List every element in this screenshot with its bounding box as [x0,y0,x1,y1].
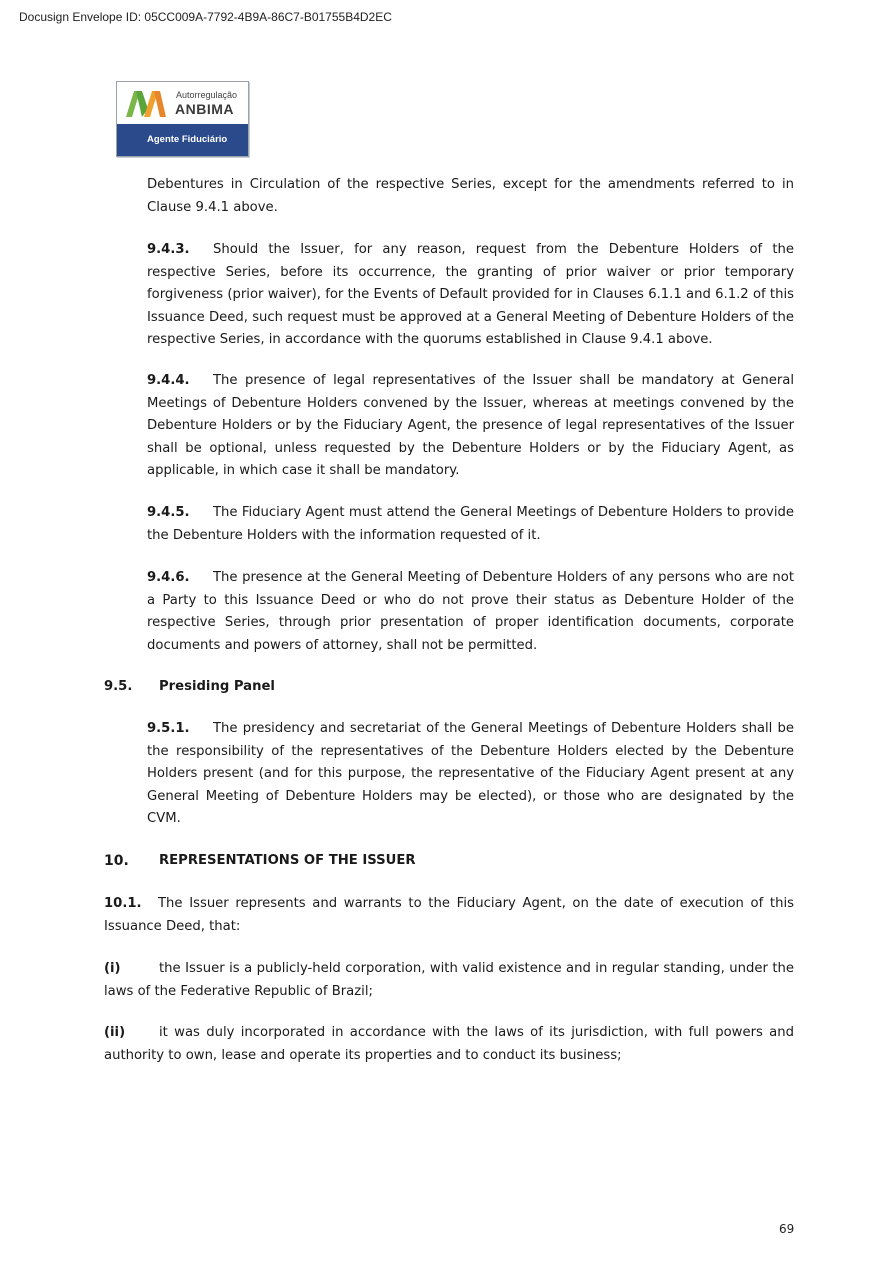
section-number: 10. [104,853,129,869]
item-text: the Issuer is a publicly-held corporation, with valid existence and in regular standing, under the laws of the Federative Republic of Brazil; [104,961,794,999]
clause-number: 10.1. [104,896,142,911]
section-title: REPRESENTATIONS OF THE ISSUER [159,853,416,868]
section-title: Presiding Panel [159,679,275,694]
section-number: 9.5. [104,679,133,694]
item-number: (ii) [104,1025,126,1040]
clause-9-5-1 [147,718,794,831]
clause-number: 9.4.5. [147,505,190,520]
clause-text: Should the Issuer, for any reason, request from the Debenture Holders of the respective Series, before its occurrence, the granting of prior waiver or prior temporary forgiveness (prior waiver), for the Events of Default provided for in Clauses 6.1.1 and 6.1.2 of this Issuance Deed, such request must be approved at a General Meeting of Debenture Holders of the respective Series, in accordance with the quorums established in Clause 9.4.1 above. [147,242,794,347]
paragraph-continuation [147,174,794,219]
logo-top [117,82,248,125]
item-i [104,958,794,1003]
logo-band: Agente Fiduciário [117,124,248,156]
clause-text: The presidency and secretariat of the General Meetings of Debenture Holders shall be the responsibility of the representatives of the Debenture Holders elected by the Debenture Holders present (and for this purpose, the representative of the Fiduciary Agent present at any General Meeting of Debenture Holders may be elected), or those who are designated by the CVM. [147,721,794,826]
clause-9-4-6 [147,567,794,657]
page-number: 69 [779,1222,795,1236]
clause-number: 9.4.3. [147,242,190,257]
paragraph-text: Debentures in Circulation of the respective Series, except for the amendments referred to in Clause 9.4.1 above. [147,177,794,215]
clause-text: The presence at the General Meeting of Debenture Holders of any persons who are not a Party to this Issuance Deed or who do not prove their status as Debenture Holder of the respective Series, through prior presentation of proper identification documents, corporate documents and powers of attorney, shall not be permitted. [147,570,794,653]
anbima-mark-icon [126,91,166,117]
clause-text: The presence of legal representatives of the Issuer shall be mandatory at General Meetings of Debenture Holders convened by the Issuer, whereas at meetings convened by the Debenture Holders or by the Fiduciary Agent, the presence of legal representatives of the Issuer shall be optional, unless requested by the Debenture Holders or by the Fiduciary Agent, as applicable, in which case it shall be mandatory. [147,373,794,478]
clause-number: 9.5.1. [147,721,190,736]
item-number: (i) [104,961,121,976]
clause-number: 9.4.4. [147,373,190,388]
clause-9-4-4 [147,370,794,483]
clause-number: 9.4.6. [147,570,190,585]
item-text: it was duly incorporated in accordance with the laws of its jurisdiction, with full powers and authority to own, lease and operate its properties and to conduct its business; [104,1025,794,1063]
clause-text: The Issuer represents and warrants to the Fiduciary Agent, on the date of execution of this Issuance Deed, that: [104,896,794,934]
clause-9-4-3 [147,239,794,352]
anbima-logo [116,81,249,157]
clause-text: The Fiduciary Agent must attend the General Meetings of Debenture Holders to provide the Debenture Holders with the information requested of it. [147,505,794,543]
envelope-id: Docusign Envelope ID: 05CC009A-7792-4B9A-86C7-B01755B4D2EC [19,10,392,24]
clause-9-4-5 [147,502,794,547]
item-ii [104,1022,794,1067]
clause-10-1 [104,893,794,938]
logo-line1: Autorregulação [176,90,238,100]
logo-line2: ANBIMA [175,101,234,117]
